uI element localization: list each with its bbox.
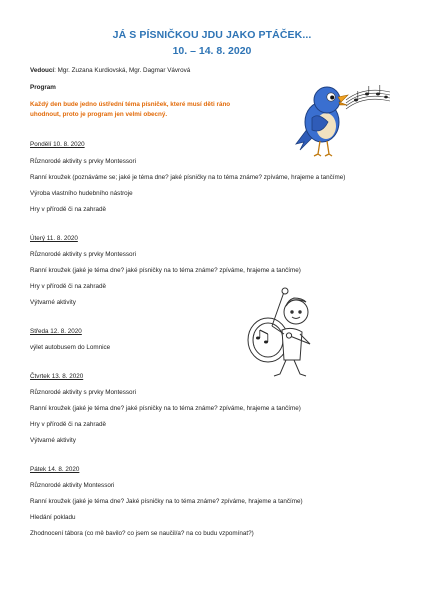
singing-bird-icon xyxy=(294,78,392,158)
program-note-line-2: uhodnout, proto je program jen velmi obecný. xyxy=(30,111,168,118)
activity-item: Výroba vlastního hudebního nástroje xyxy=(30,190,133,197)
leaders-label: Vedoucí xyxy=(30,67,55,74)
activity-item: Hry v přírodě či na zahradě xyxy=(30,206,106,213)
activity-item: Ranní kroužek (jaké je téma dne? jaké písničky na to téma známe? zpíváme, hrajeme a tančíme) xyxy=(30,267,301,274)
drummer-boy-icon xyxy=(246,286,324,378)
activity-item: Ranní kroužek (poznáváme se; jaké je téma dne? jaké písničky na to téma známe? zpíváme, hrajeme a tančíme) xyxy=(30,174,346,181)
activity-item: Zhodnocení tábora (co mě bavilo? co jsem se naučil/a? na co budu vzpomínat?) xyxy=(30,530,254,537)
activity-item: Ranní kroužek (jaké je téma dne? Jaké písničky na to téma známe? zpíváme, hrajeme a tančíme) xyxy=(30,498,303,505)
leaders-names: : Mgr. Zuzana Kurdiovská, Mgr. Dagmar Vávrová xyxy=(54,67,191,74)
activity-item: Hry v přírodě či na zahradě xyxy=(30,421,106,428)
day-heading-monday: Pondělí 10. 8. 2020 xyxy=(30,141,85,148)
activity-item: Hry v přírodě či na zahradě xyxy=(30,283,106,290)
activity-item: Různorodé aktivity s prvky Montessori xyxy=(30,251,137,258)
activity-item: Různorodé aktivity s prvky Montessori xyxy=(30,158,137,165)
program-note-line-1: Každý den bude jedno ústřední téma písniček, které musí děti ráno xyxy=(30,101,231,108)
activity-item: Ranní kroužek (jaké je téma dne? jaké písničky na to téma známe? zpíváme, hrajeme a tančíme) xyxy=(30,405,301,412)
leaders-line xyxy=(30,67,190,74)
day-heading-friday: Pátek 14. 8. 2020 xyxy=(30,466,80,473)
camp-dates: 10. – 14. 8. 2020 xyxy=(172,45,252,57)
activity-item: Různorodé aktivity Montessori xyxy=(30,482,115,489)
day-heading-tuesday: Úterý 11. 8. 2020 xyxy=(30,235,78,242)
activity-item: výlet autobusem do Lomnice xyxy=(30,344,111,351)
activity-item: Různorodé aktivity s prvky Montessori xyxy=(30,389,137,396)
program-label: Program xyxy=(30,84,56,91)
page-title: JÁ S PÍSNIČKOU JDU JAKO PTÁČEK... xyxy=(112,29,312,41)
activity-item: Výtvarné aktivity xyxy=(30,437,76,444)
activity-item: Výtvarné aktivity xyxy=(30,299,76,306)
activity-item: Hledání pokladu xyxy=(30,514,76,521)
day-heading-thursday: Čtvrtek 13. 8. 2020 xyxy=(30,373,84,380)
day-heading-wednesday: Středa 12. 8. 2020 xyxy=(30,328,82,335)
